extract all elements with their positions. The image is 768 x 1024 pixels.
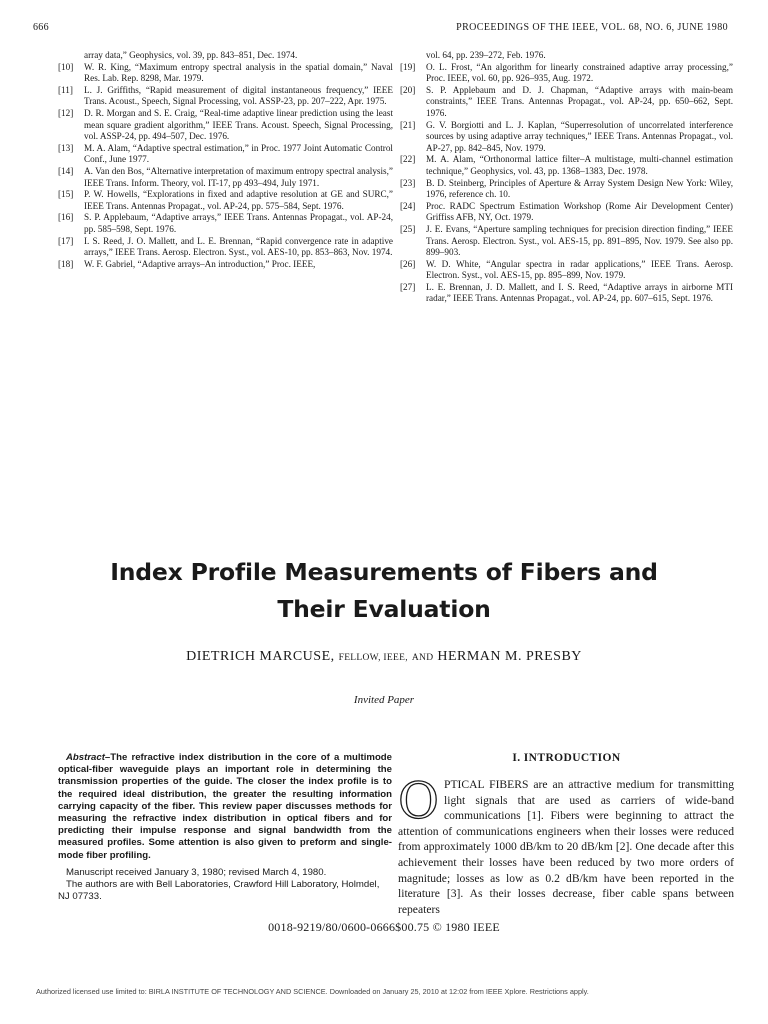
drop-cap: O	[398, 772, 439, 830]
page-number: 666	[33, 22, 49, 33]
reference-entry	[58, 50, 393, 62]
reference-entry	[58, 259, 393, 271]
article-title-line-2: Their Evaluation	[277, 595, 491, 623]
references-left-column	[58, 50, 393, 270]
reference-number: [22]	[400, 154, 416, 165]
author-line	[0, 649, 768, 665]
reference-entry	[400, 178, 733, 201]
license-notice: Authorized licensed use limited to: BIRLA INSTITUTE OF TECHNOLOGY AND SCIENCE. Downloaded on January 25, 2010 at 12:02 from IEEE Xplore. Restrictions apply.	[36, 987, 589, 996]
reference-entry	[400, 282, 733, 305]
reference-number: [18]	[58, 258, 74, 269]
reference-text: G. V. Borgiotti and L. J. Kaplan, “Superresolution of uncorrelated interference sources by using adaptive array techniques,” IEEE Trans. Antennas Propagat., vol. AP-27, pp. 842–845, Nov. 1979.	[426, 119, 733, 153]
reference-entry	[400, 85, 733, 120]
reference-entry	[58, 62, 393, 85]
reference-text: L. E. Brennan, J. D. Mallett, and I. S. Reed, “Adaptive arrays in airborne MTI radar,” IEEE Trans. Antennas Propagat., vol. AP-24, pp. 607–615, Sept. 1976.	[426, 281, 733, 304]
reference-entry	[400, 50, 733, 62]
reference-text: D. R. Morgan and S. E. Craig, “Real-time adaptive linear prediction using the least mean square gradient algorithm,” IEEE Trans. Acoust. Speech, Signal Processing, vol. ASSP-24, pp. 494–507, Dec. 1976.	[84, 107, 393, 142]
reference-number: [12]	[58, 107, 74, 118]
reference-entry	[58, 85, 393, 108]
abstract-text: –The refractive index distribution in the core of a multimode optical-fiber waveguide plays an important role in determining the transmission properties of the guide. The closer the index profile is to the required ideal distribution, the greater the resulting information carrying capacity of the fiber. This review paper discusses methods for measuring the refractive index distribution in optical fibers and for predicting their impulse response and signal bandwidth from the measured profiles. Some attention is also given to preform and single-mode fiber profiling.	[58, 752, 392, 861]
title-footnote	[58, 867, 392, 903]
reference-number: [19]	[400, 61, 416, 72]
reference-number: [17]	[58, 235, 74, 246]
author-conjunction: AND	[411, 653, 434, 663]
reference-entry	[400, 259, 733, 282]
section-heading: I. INTRODUCTION	[512, 752, 621, 764]
reference-text: B. D. Steinberg, Principles of Aperture & Array System Design New York: Wiley, 1976, reference ch. 10.	[426, 177, 733, 200]
article-title-line-1: Index Profile Measurements of Fibers and	[110, 558, 658, 586]
reference-text: A. Van den Bos, “Alternative interpretation of maximum entropy spectral analysis,” IEEE Trans. Inform. Theory, vol. IT-17, pp 493–494, July 1971.	[84, 165, 393, 188]
references-right-column	[400, 50, 733, 305]
reference-text: vol. 64, pp. 239–272, Feb. 1976.	[426, 50, 546, 60]
reference-text: J. E. Evans, “Aperture sampling techniques for precision direction finding,” IEEE Trans. Aerosp. Electron. Syst., vol. AES-15, pp. 891–895, Nov. 1979. See also pp. 899–903.	[426, 223, 733, 258]
reference-number: [24]	[400, 200, 416, 211]
reference-entry	[400, 224, 733, 259]
reference-text: L. J. Griffiths, “Rapid measurement of digital instantaneous frequency,” IEEE Trans. Acoust., Speech, Signal Processing, vol. ASSP-23, pp. 207–222, Apr. 1975.	[84, 84, 393, 107]
reference-text: S. P. Applebaum and D. J. Chapman, “Adaptive arrays with main-beam constraints,” IEEE Trans. Antennas Propagat., vol. AP-24, pp. 650–662, Sept. 1976.	[426, 84, 733, 118]
reference-number: [27]	[400, 281, 416, 292]
reference-text: W. D. White, “Angular spectra in radar applications,” IEEE Trans. Aerosp. Electron. Syst., vol. AES-15, pp. 895–899, Nov. 1979.	[426, 258, 733, 281]
reference-entry	[400, 201, 733, 224]
reference-entry	[400, 120, 733, 155]
introduction-text: PTICAL FIBERS are an attractive medium for transmitting light signals that are used as carriers of wide-band communications [1]. Fibers were beginning to attract the attention of communications engineers when their losses were reduced from approximately 1000 dB/km to 20 dB/km [2]. One decade after this achievement their losses have been reduced by two more orders of magnitude; losses as low as 0.2 dB/km have been reported in the literature [3]. As their losses decrease, fiber cable spans between repeaters	[398, 778, 734, 916]
copyright-line: 0018-9219/80/0600-0666$00.75 © 1980 IEEE	[268, 920, 500, 934]
paper-type-label: Invited Paper	[353, 694, 415, 706]
reference-number: [11]	[58, 84, 73, 95]
reference-entry	[58, 108, 393, 143]
reference-entry	[58, 189, 393, 212]
author-membership-grade: FELLOW, IEEE,	[338, 653, 408, 663]
reference-text: W. F. Gabriel, “Adaptive arrays–An introduction,” Proc. IEEE,	[84, 258, 316, 269]
running-head: PROCEEDINGS OF THE IEEE, VOL. 68, NO. 6, JUNE 1980	[456, 22, 728, 33]
reference-entry	[400, 62, 733, 85]
author-name: HERMAN M. PRESBY	[437, 649, 582, 664]
reference-entry	[58, 166, 393, 189]
manuscript-note: Manuscript received January 3, 1980; revised March 4, 1980.	[66, 867, 327, 878]
reference-number: [21]	[400, 119, 416, 130]
reference-number: [15]	[58, 189, 74, 200]
reference-entry	[58, 236, 393, 259]
reference-entry	[58, 143, 393, 166]
reference-text: O. L. Frost, “An algorithm for linearly constrained adaptive array processing,” Proc. IEEE, vol. 60, pp. 926–935, Aug. 1972.	[426, 61, 733, 84]
affiliation-note: The authors are with Bell Laboratories, Crawford Hill Laboratory, Holmdel, NJ 07733.	[58, 879, 380, 902]
abstract	[58, 752, 392, 862]
reference-entry	[58, 212, 393, 235]
reference-text: P. W. Howells, “Explorations in fixed and adaptive resolution at GE and SURC,” IEEE Trans. Antennas Propagat., vol. AP-24, pp. 575–584, Sept. 1976.	[84, 189, 393, 211]
reference-number: [26]	[400, 258, 416, 269]
reference-number: [13]	[58, 142, 74, 153]
reference-text: Proc. RADC Spectrum Estimation Workshop (Rome Air Development Center) Griffiss AFB, NY, Oct. 1979.	[426, 200, 733, 223]
reference-text: W. R. King, “Maximum entropy spectral analysis in the spatial domain,” Naval Res. Lab. Rep. 8298, Mar. 1979.	[84, 61, 393, 84]
reference-number: [20]	[400, 84, 416, 95]
author-name: DIETRICH MARCUSE,	[186, 649, 335, 664]
reference-text: M. A. Alam, “Adaptive spectral estimation,” in Proc. 1977 Joint Automatic Control Conf., June 1977.	[84, 142, 393, 165]
introduction-paragraph	[398, 772, 734, 917]
reference-number: [14]	[58, 165, 74, 176]
abstract-label: Abstract	[66, 752, 105, 763]
reference-text: M. A. Alam, “Orthonormal lattice filter–A multistage, multi-channel estimation technique,” Geophysics, vol. 43, pp. 1368–1383, Dec. 1978.	[426, 154, 733, 176]
reference-text: I. S. Reed, J. O. Mallett, and L. E. Brennan, “Rapid convergence rate in adaptive arrays,” IEEE Trans. Aerosp. Electron. Syst., vol. AES-10, pp. 853–863, Nov. 1974.	[84, 235, 393, 258]
reference-entry	[400, 154, 733, 177]
reference-number: [10]	[58, 61, 74, 72]
reference-text: S. P. Applebaum, “Adaptive arrays,” IEEE Trans. Antennas Propagat., vol. AP-24, pp. 585–598, Sept. 1976.	[84, 212, 393, 234]
reference-number: [25]	[400, 223, 416, 234]
reference-text: array data,” Geophysics, vol. 39, pp. 843–851, Dec. 1974.	[84, 50, 298, 60]
reference-number: [23]	[400, 177, 416, 188]
reference-number: [16]	[58, 212, 74, 223]
